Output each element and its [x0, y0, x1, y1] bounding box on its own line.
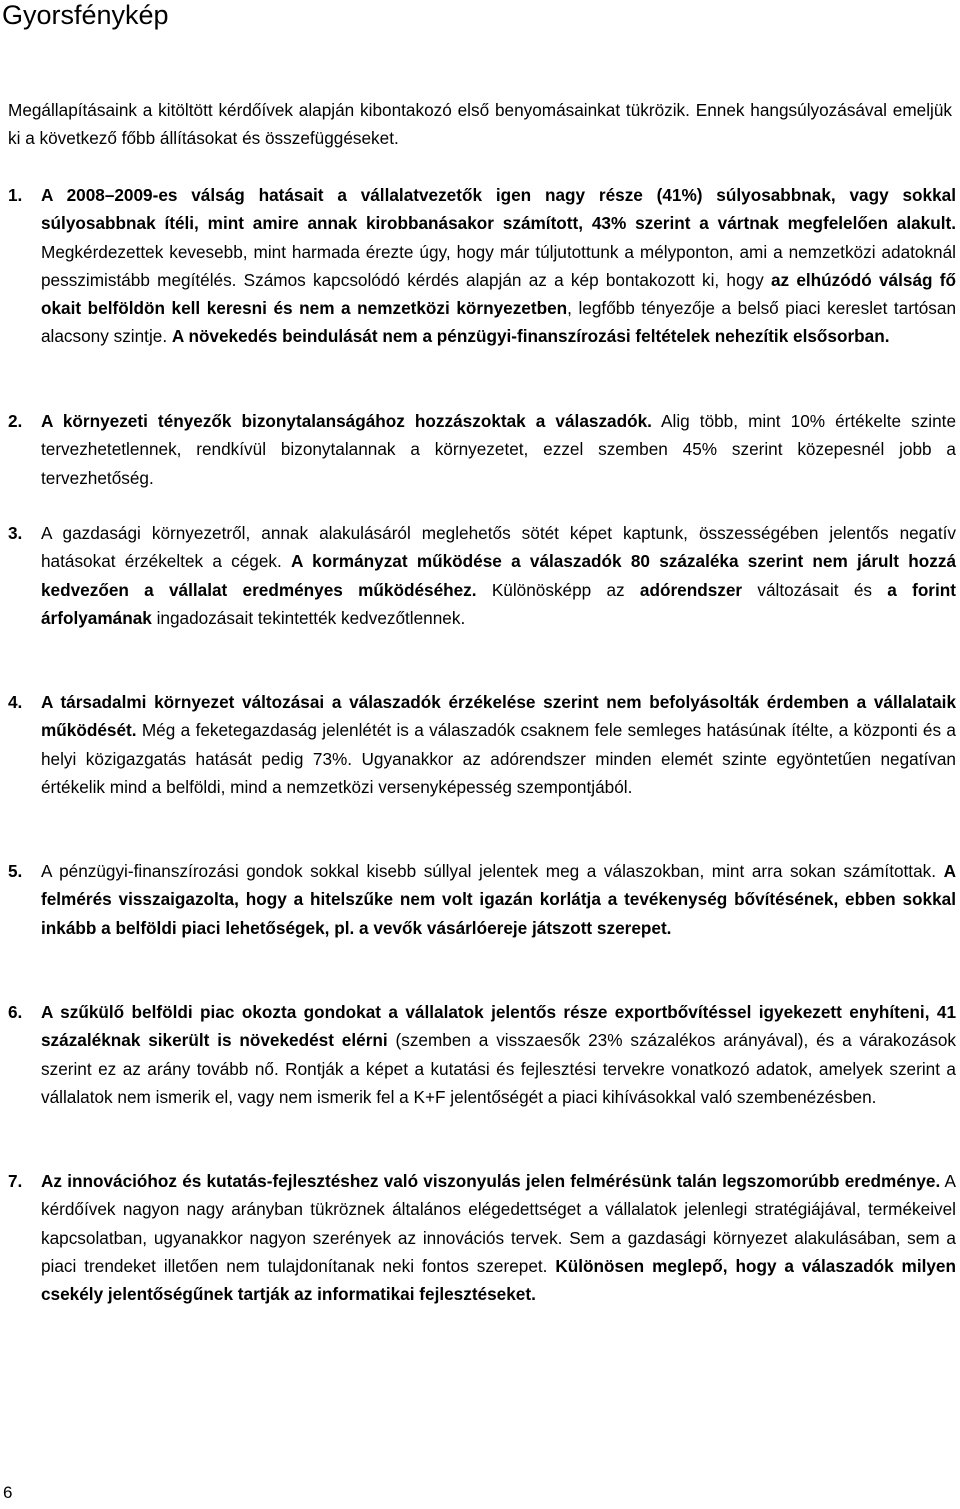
bold-text-run: A szűkülő belföldi piac okozta gondokat a vállalatok jelentős része exportbővítéssel igyekezett enyhíteni, 41 százaléknak sikerült is növekedést elérni [41, 1002, 956, 1051]
text-run: , legfőbb tényezője a belső piaci kereslet tartósan alacsony szintje. [41, 298, 957, 347]
page-title: Gyorsfénykép [2, 0, 169, 30]
finding-item [0, 407, 956, 492]
text-run: A pénzügyi-finanszírozási gondok sokkal kisebb súllyal jelentek meg a válaszokban, mint arra sokan számítottak. [41, 861, 944, 881]
text-run: Még a feketegazdaság jelenlétét is a válaszadók csaknem fele semleges hatásúnak ítélte, a központi és a helyi közigazgatás hatását pedig 73%. Ugyanakkor az adórendszer minden elemét szinte egyöntetűen negatívan értékelik mind a belföldi, mind a nemzetközi versenyképesség szempontjából. [41, 720, 956, 797]
bold-text-run: A környezeti tényezők bizonytalanságához hozzászoktak a válaszadók. [41, 411, 652, 431]
finding-item [0, 1167, 956, 1308]
text-run: Megkérdezettek kevesebb, mint harmada érezte úgy, hogy már túljutottunk a mélyponton, ami a nemzetközi adatoknál pesszimistább megítélés. Számos kapcsolódó kérdés alapján az a kép bontakozott ki, hogy [41, 241, 956, 290]
finding-number: 1. [8, 185, 23, 205]
bold-text-run: A kormányzat működése a válaszadók 80 százaléka szerint nem járult hozzá kedvezően a vállalat eredményes működéséhez. [41, 551, 957, 600]
finding-number: 5. [8, 861, 23, 881]
bold-text-run: az elhúzódó válság fő okait belföldön kell keresni és nem a nemzetközi környezetben [41, 269, 956, 319]
bold-text-run: A 2008–2009-es válság hatásait a vállalatvezetők igen nagy része (41%) súlyosabbnak, vagy sokkal súlyosabbnak ítéli, mint amire annak kirobbanásakor számított, 43% szerint a vártnak megfelelően alakult. [41, 185, 956, 234]
bold-text-run: a forint árfolyamának [41, 579, 956, 628]
text-run: Alig több, mint 10% értékelte szinte tervezhetetlennek, rendkívül bizonytalannak a környezetet, ezzel szemben 45% szerint közepesnél jobb a tervezhetőség. [41, 411, 956, 488]
bold-text-run: A társadalmi környezet változásai a válaszadók érzékelése szerint nem befolyásolták érdemben a vállalataik működését. [41, 692, 956, 741]
bold-text-run: Az innovációhoz és kutatás-fejlesztéshez való viszonyulás jelen felmérésünk talán legszomorúbb eredménye. [41, 1171, 941, 1191]
finding-number: 3. [8, 523, 23, 543]
finding-item [0, 181, 956, 351]
bold-text-run: Különösen meglepő, hogy a válaszadók milyen csekély jelentőségűnek tartják az informatikai fejlesztéseket. [41, 1255, 956, 1305]
finding-item [0, 998, 956, 1111]
text-run: változásait és [742, 579, 888, 600]
finding-text [41, 181, 956, 351]
finding-item [0, 857, 956, 942]
page-number: 6 [3, 1483, 13, 1502]
finding-item [0, 688, 956, 801]
finding-number: 4. [8, 692, 23, 712]
finding-text [41, 688, 956, 801]
bold-text-run: adórendszer [639, 579, 743, 600]
intro-paragraph: Megállapításaink a kitöltött kérdőívek alapján kibontakozó első benyomásainkat tükrözik. Ennek hangsúlyozásával emeljük ki a következő főbb állításokat és összefüggéseket. [8, 100, 952, 149]
text-run: Különösképp az [476, 579, 640, 600]
text-run: A gazdasági környezetről, annak alakulásáról meglehetős sötét képet kaptunk, összességében jelentős negatív hatásokat érzékeltek a cégek. [41, 523, 956, 572]
bold-text-run: A felmérés visszaigazolta, hogy a hitelszűke nem volt igazán korlátja a tevékenység bővítésének, ebben sokkal inkább a belföldi piaci lehetőségek, pl. a vevők vásárlóereje játszott szerepet. [41, 861, 956, 938]
finding-text [41, 407, 956, 492]
finding-text [41, 1167, 956, 1308]
bold-text-run: A növekedés beindulását nem a pénzügyi-finanszírozási feltételek nehezítik elsősorban. [171, 326, 890, 347]
text-run: A kérdőívek nagyon nagy arányban tükröznek általános elégedettséget a vállalatok jelenlegi stratégiájával, termékeivel kapcsolatban, ugyanakkor nagyon szerények az innovációs tervek. Sem a gazdasági környezet alakulásában, sem a piaci trendeket illetően nem tulajdonítanak neki fontos szerepet. [41, 1171, 956, 1276]
finding-item [0, 519, 956, 632]
finding-number: 2. [8, 411, 23, 431]
finding-number: 6. [8, 1002, 23, 1022]
text-run: ingadozásait tekintették kedvezőtlennek. [151, 607, 466, 628]
finding-text [41, 519, 956, 632]
finding-text [41, 998, 956, 1111]
finding-text [41, 857, 956, 942]
finding-number: 7. [8, 1171, 23, 1191]
text-run: (szemben a visszaesők 23% százalékos arányával), és a várakozások szerint ez az arány tovább nő. Rontják a képet a kutatási és fejlesztési tervekre vonatkozó adatok, amelyek szerint a vállalatok nem ismerik el, vagy nem ismerik fel a K+F jelentőségét a piaci kihívásokkal való szembenézésben. [41, 1030, 956, 1107]
